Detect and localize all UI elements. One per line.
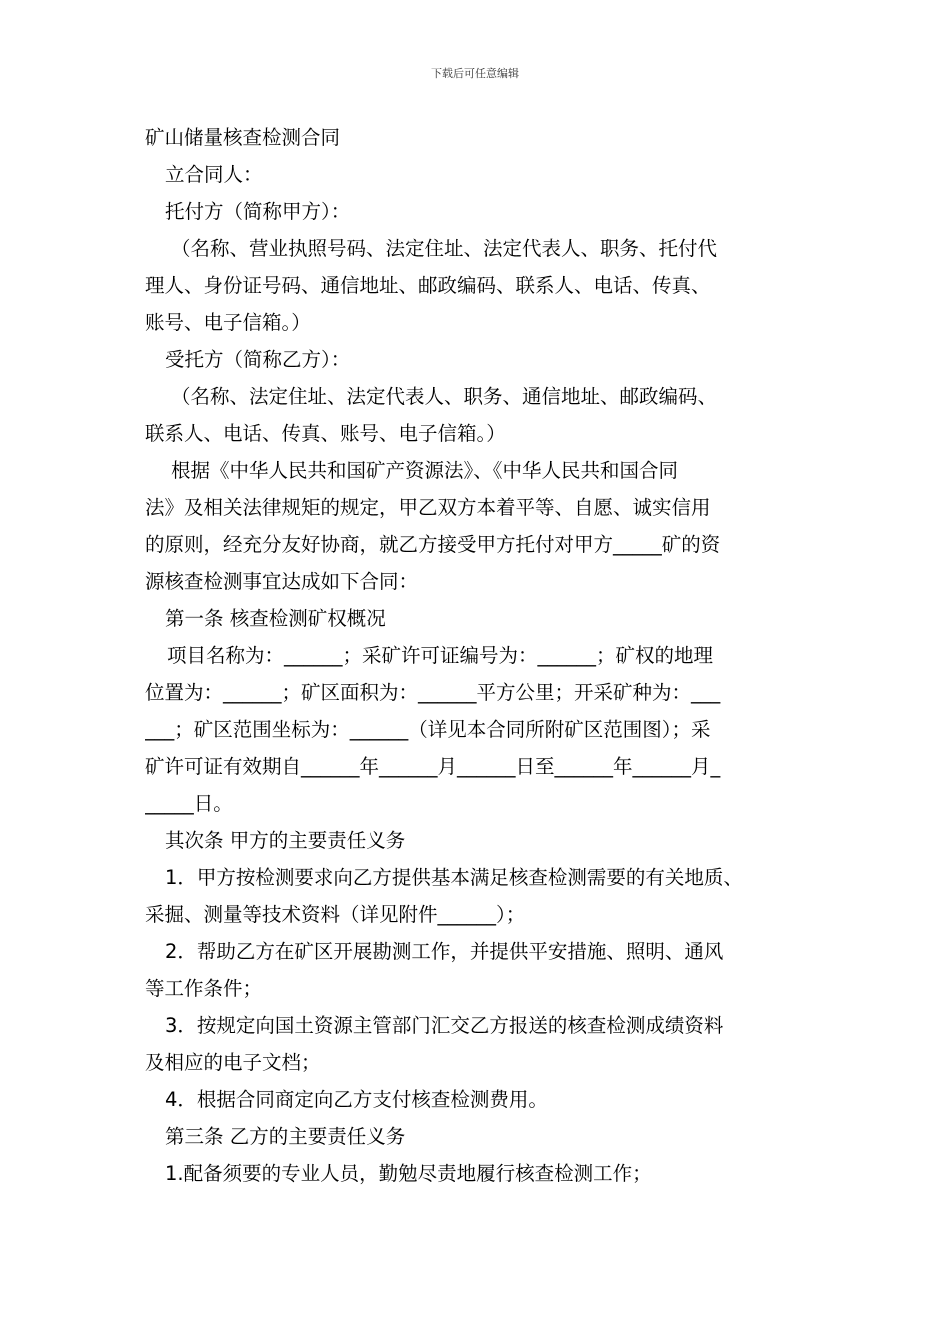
article-1-line: 项目名称为：______；采矿许可证编号为：______；矿权的地理 xyxy=(167,644,714,667)
document-title: 矿山储量核查检测合同 xyxy=(145,126,341,149)
article-1-line: ___；矿区范围坐标为：______（详见本合同所附矿区范围图）；采 xyxy=(145,718,711,741)
article-2-item: 2．帮助乙方在矿区开展勘测工作，并提供平安措施、照明、通风 xyxy=(165,940,724,963)
preamble-line: 源核查检测事宜达成如下合同： xyxy=(145,570,419,593)
document-body xyxy=(145,119,813,1192)
article-2-item: 等工作条件； xyxy=(145,977,263,1000)
article-2-item: 3．按规定向国土资源主管部门汇交乙方报送的核查检测成绩资料 xyxy=(165,1014,724,1037)
article-2-item: 采掘、测量等技术资料（详见附件______）； xyxy=(145,903,526,926)
article-3-item: 1.配备须要的专业人员，勤勉尽责地履行核查检测工作； xyxy=(165,1162,652,1185)
party-a-details-line: 账号、电子信箱。） xyxy=(145,311,311,334)
article-2-heading: 其次条 甲方的主要责任义务 xyxy=(165,829,406,852)
article-3-heading: 第三条 乙方的主要责任义务 xyxy=(165,1125,406,1148)
article-2-item: 4．根据合同商定向乙方支付核查检测费用。 xyxy=(165,1088,548,1111)
article-2-item: 及相应的电子文档； xyxy=(145,1051,321,1074)
party-b-heading: 受托方（简称乙方）： xyxy=(165,348,351,371)
preamble-line: 法》及相关法律规矩的规定，甲乙双方本着平等、自愿、诚实信用 xyxy=(145,496,711,519)
party-a-heading: 托付方（简称甲方）： xyxy=(165,200,351,223)
preamble-line: 的原则，经充分友好协商，就乙方接受甲方托付对甲方_____矿的资 xyxy=(145,533,721,556)
party-b-details-line: 联系人、电话、传真、账号、电子信箱。） xyxy=(145,422,506,445)
article-1-line: 位置为：______；矿区面积为：______平方公里；开采矿种为：___ xyxy=(145,681,721,704)
party-a-details-line: 理人、身份证号码、通信地址、邮政编码、联系人、电话、传真、 xyxy=(145,274,711,297)
article-1-line: 矿许可证有效期自______年______月______日至______年______月_ xyxy=(145,755,721,778)
party-b-details-line: （名称、法定住址、法定代表人、职务、通信地址、邮政编码、 xyxy=(171,385,718,408)
article-2-item: 1．甲方按检测要求向乙方提供基本满足核查检测需要的有关地质、 xyxy=(165,866,743,889)
preamble-line: 根据《中华人民共和国矿产资源法》、《中华人民共和国合同 xyxy=(171,459,679,482)
article-1-line: _____日。 xyxy=(145,792,233,815)
page-header-note: 下载后可任意编辑 xyxy=(431,67,519,80)
article-1-heading: 第一条 核查检测矿权概况 xyxy=(165,607,386,630)
party-heading: 立合同人： xyxy=(165,163,263,186)
party-a-details-line: （名称、营业执照号码、法定住址、法定代表人、职务、托付代 xyxy=(171,237,718,260)
